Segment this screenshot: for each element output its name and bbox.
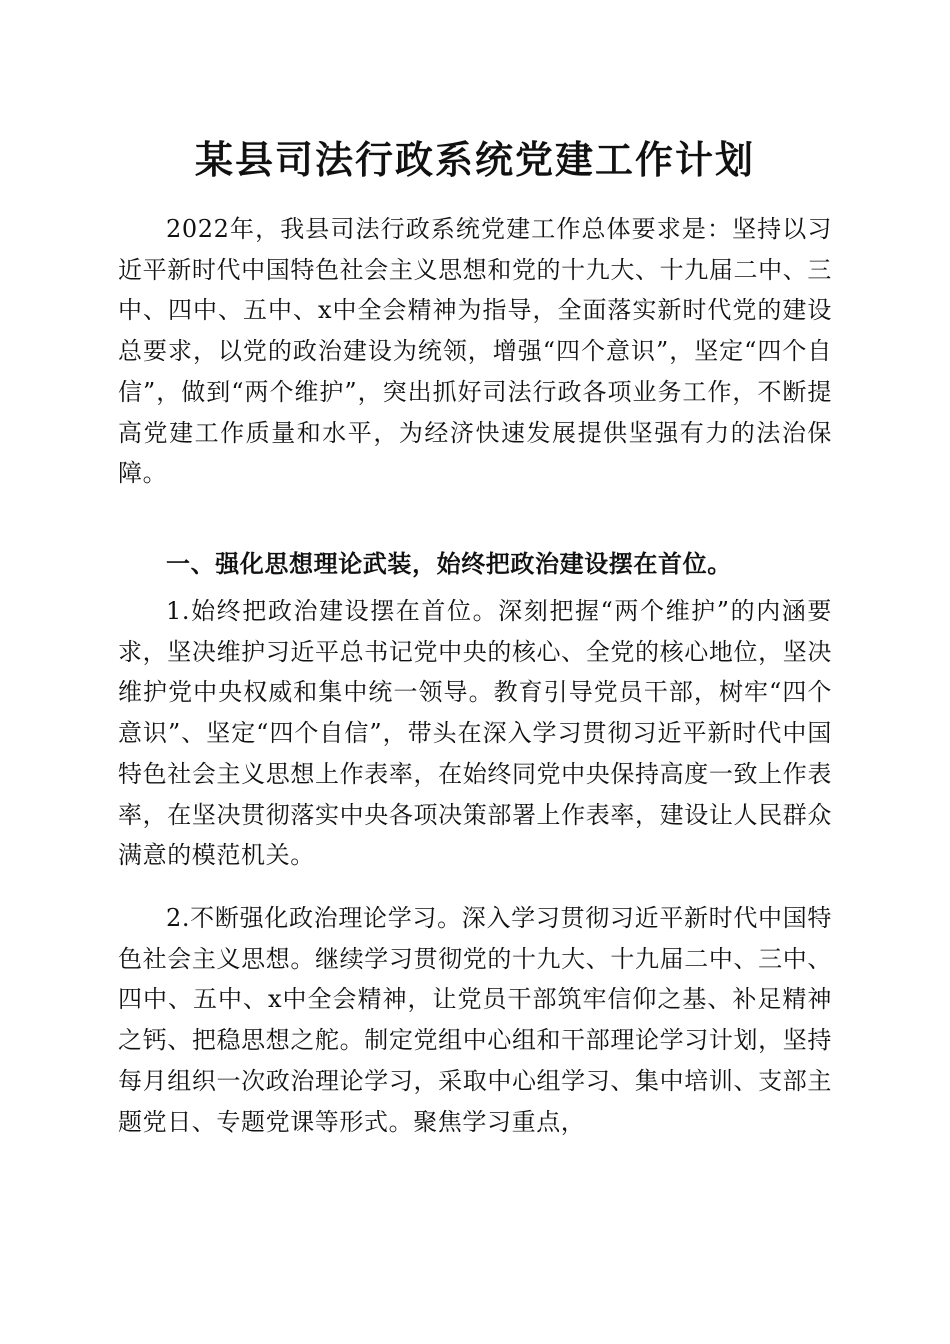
section-heading (118, 544, 832, 585)
intro-paragraph (118, 209, 832, 494)
item-2-text: 2.不断强化政治理论学习。深入学习贯彻习近平新时代中国特色社会主义思想。继续学习贯彻党的十九大、十九届二中、三中、四中、五中、x中全会精神，让党员干部筑牢信仰之基、补足精神之钙、把稳思想之舵。制定党组中心组和干部理论学习计划，坚持每月组织一次政治理论学习，采取中心组学习、集中培训、支部主题党日、专题党课等形式。聚焦学习重点， (118, 904, 832, 1136)
intro-text: 2022年，我县司法行政系统党建工作总体要求是：坚持以习近平新时代中国特色社会主义思想和党的十九大、十九届二中、三中、四中、五中、x中全会精神为指导，全面落实新时代党的建设总要求，以党的政治建设为统领，增强“四个意识”，坚定“四个自信”，做到“两个维护”，突出抓好司法行政各项业务工作，不断提高党建工作质量和水平，为经济快速发展提供坚强有力的法治保障。 (118, 215, 832, 488)
section-1-heading: 一、强化思想理论武装，始终把政治建设摆在首位。 (166, 550, 732, 578)
item-1-text: 1.始终把政治建设摆在首位。深刻把握“两个维护”的内涵要求，坚决维护习近平总书记党中央的核心、全党的核心地位，坚决维护党中央权威和集中统一领导。教育引导党员干部，树牢“四个意识”、坚定“四个自信”，带头在深入学习贯彻习近平新时代中国特色社会主义思想上作表率，在始终同党中央保持高度一致上作表率，在坚决贯彻落实中央各项决策部署上作表率，建设让人民群众满意的模范机关。 (118, 597, 832, 870)
item-2-paragraph (118, 898, 832, 1142)
item-1-paragraph (118, 591, 832, 876)
document-title: 某县司法行政系统党建工作计划 (194, 137, 755, 182)
